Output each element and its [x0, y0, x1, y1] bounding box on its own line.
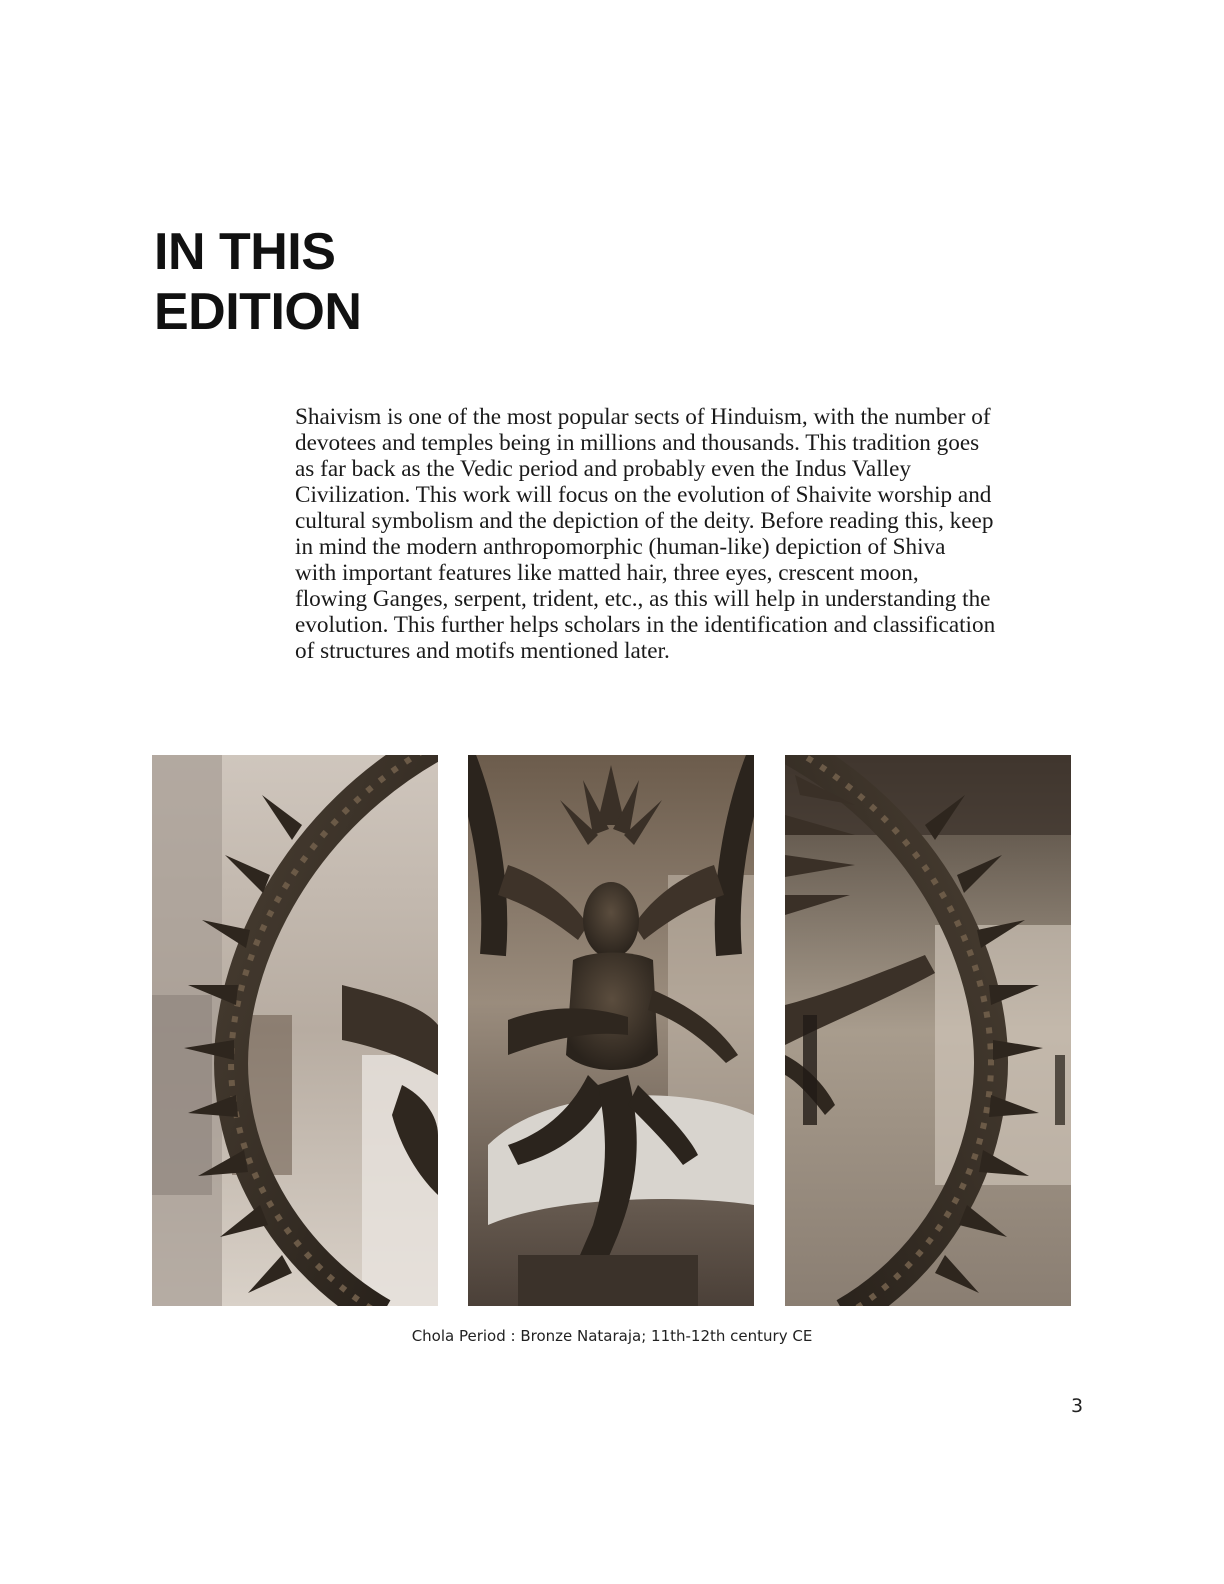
- nataraja-photo-right-image: [785, 755, 1071, 1306]
- intro-line: cultural symbolism and the depiction of the deity. Before reading this, keep: [295, 508, 994, 534]
- intro-line: with important features like matted hair, three eyes, crescent moon,: [295, 560, 919, 586]
- intro-line: of structures and motifs mentioned later.: [295, 638, 670, 664]
- nataraja-photo-center-image: [468, 755, 754, 1306]
- page-title-line-1: IN THIS: [154, 223, 336, 281]
- nataraja-photo-left-image: [152, 755, 438, 1306]
- nataraja-photo-left: [152, 755, 438, 1306]
- intro-line: Shaivism is one of the most popular sects of Hinduism, with the number of: [295, 404, 991, 430]
- page-number: 3: [1070, 1395, 1084, 1417]
- intro-line: evolution. This further helps scholars in the identification and classification: [295, 612, 996, 638]
- intro-line: as far back as the Vedic period and probably even the Indus Valley: [295, 456, 911, 482]
- nataraja-photo-center: [468, 755, 754, 1306]
- intro-line: in mind the modern anthropomorphic (human-like) depiction of Shiva: [295, 534, 946, 560]
- intro-line: flowing Ganges, serpent, trident, etc., as this will help in understanding the: [295, 586, 991, 612]
- intro-line: devotees and temples being in millions and thousands. This tradition goes: [295, 430, 980, 456]
- intro-paragraph: [295, 404, 1085, 664]
- nataraja-photo-right: [785, 755, 1071, 1306]
- page-title-line-2: EDITION: [154, 283, 362, 341]
- figure-caption: Chola Period : Bronze Nataraja; 11th-12th century CE: [411, 1327, 813, 1345]
- page-title: [154, 222, 361, 342]
- intro-line: Civilization. This work will focus on the evolution of Shaivite worship and: [295, 482, 992, 508]
